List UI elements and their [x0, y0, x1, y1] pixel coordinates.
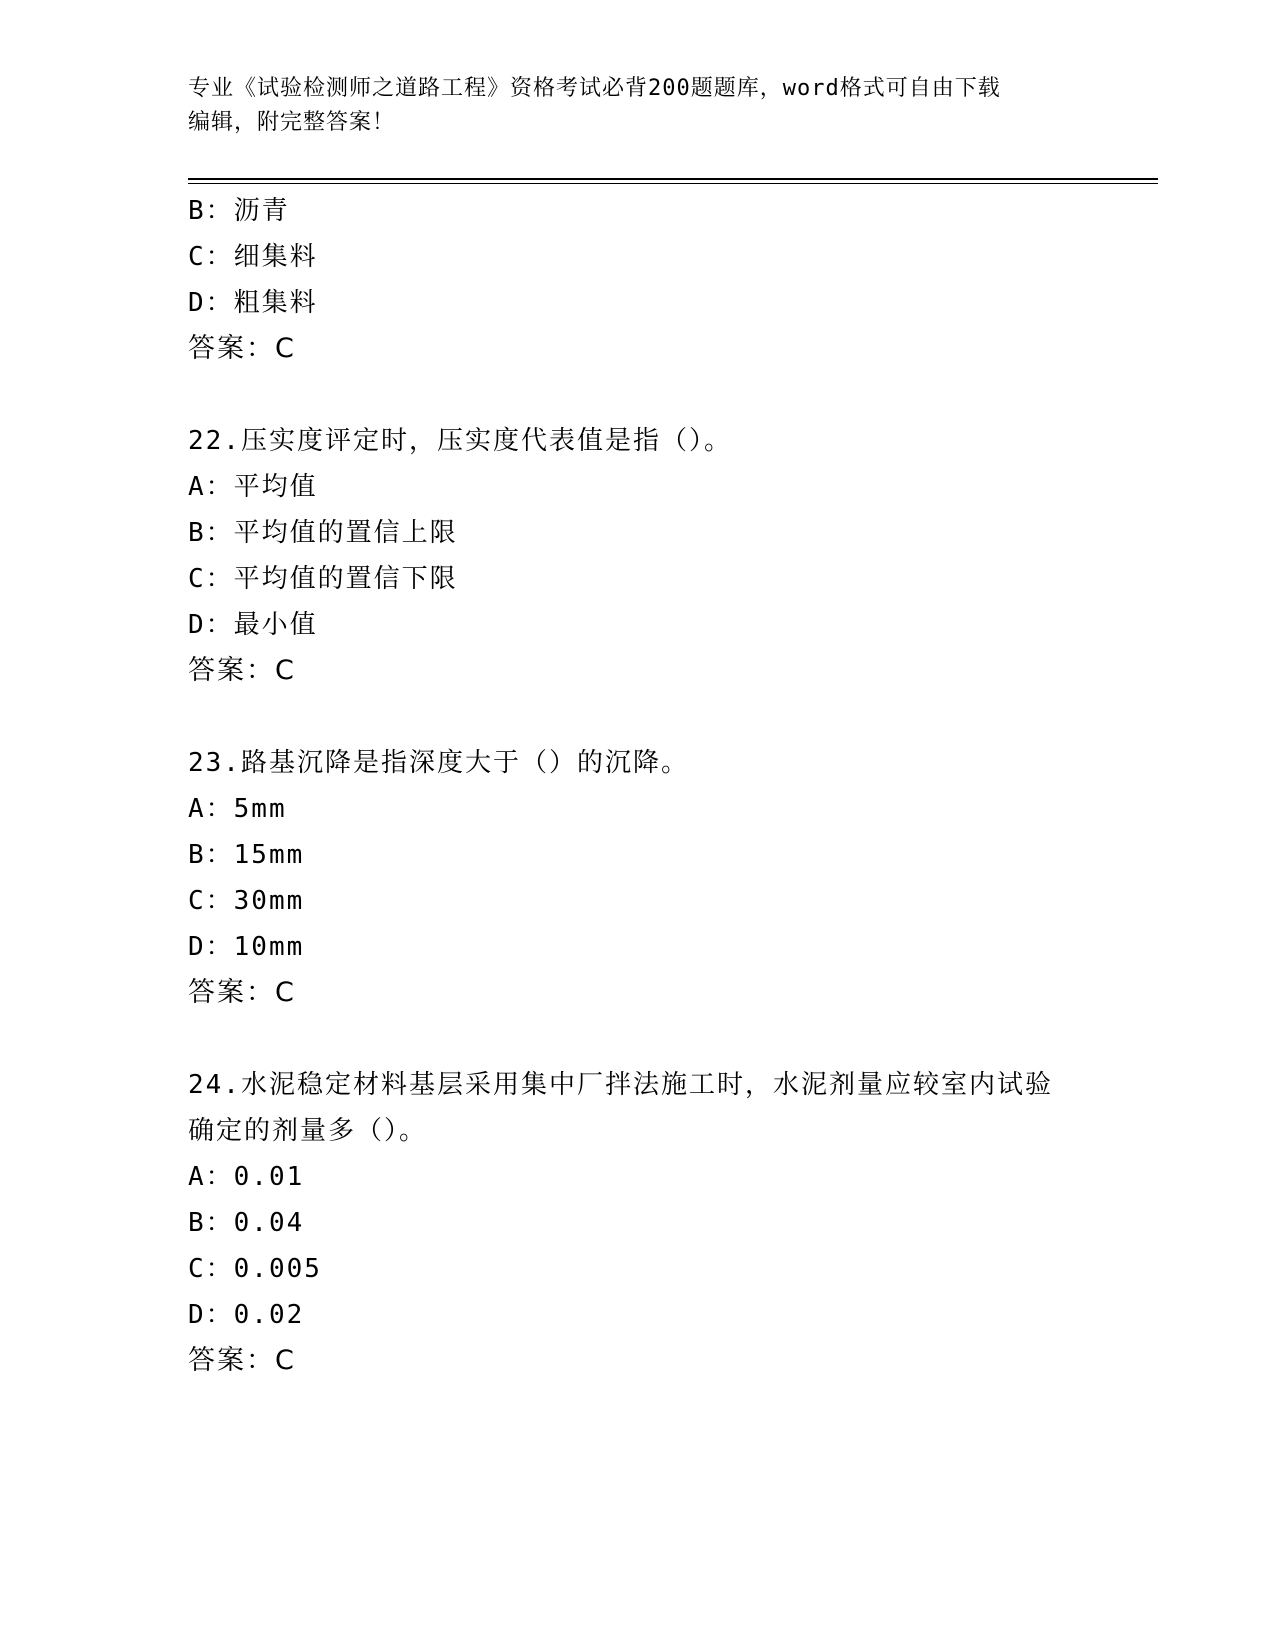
option-c [188, 1246, 1088, 1292]
option-label: C： [188, 1254, 234, 1284]
option-text: 0.005 [233, 1254, 322, 1284]
option-label: D： [188, 610, 234, 640]
answer: 答案：C [188, 1345, 296, 1376]
option-label: B： [188, 518, 234, 548]
option-c [188, 234, 1088, 280]
document-body [188, 188, 1088, 1384]
option-label: B： [188, 196, 234, 226]
option-d [188, 924, 1088, 970]
option-d [188, 1292, 1088, 1338]
option-text: 5mm [233, 794, 287, 824]
option-text: 最小值 [233, 610, 318, 640]
question-stem-line-1: 24.水泥稳定材料基层采用集中厂拌法施工时，水泥剂量应较室内试验 [188, 1070, 1053, 1100]
option-label: B： [188, 840, 234, 870]
option-text: 15mm [233, 840, 305, 870]
option-label: B： [188, 1208, 234, 1238]
option-label: A： [188, 794, 234, 824]
question-23 [188, 740, 1088, 1016]
answer: 答案：C [188, 977, 296, 1008]
option-text: 0.04 [233, 1208, 305, 1238]
option-label: D： [188, 932, 234, 962]
answer: 答案：C [188, 655, 296, 686]
option-a [188, 464, 1088, 510]
option-label: D： [188, 1300, 234, 1330]
option-a [188, 1154, 1088, 1200]
option-label: A： [188, 472, 234, 502]
option-b [188, 510, 1088, 556]
option-text: 细集料 [233, 242, 318, 272]
option-c [188, 556, 1088, 602]
option-text: 0.01 [233, 1162, 305, 1192]
option-d [188, 602, 1088, 648]
option-label: C： [188, 242, 234, 272]
question-stem-line-2: 确定的剂量多（）。 [188, 1116, 428, 1146]
option-d [188, 280, 1088, 326]
option-b [188, 1200, 1088, 1246]
option-c [188, 878, 1088, 924]
option-b [188, 188, 1088, 234]
question-22 [188, 418, 1088, 694]
option-text: 粗集料 [233, 288, 318, 318]
option-text: 30mm [233, 886, 305, 916]
option-label: A： [188, 1162, 234, 1192]
option-text: 沥青 [233, 196, 290, 226]
option-text: 平均值 [233, 472, 318, 502]
answer: 答案：C [188, 333, 296, 364]
document-header [188, 72, 1088, 140]
question-24 [188, 1062, 1088, 1384]
option-label: C： [188, 564, 234, 594]
question-stem: 22.压实度评定时，压实度代表值是指（）。 [188, 426, 732, 456]
option-text: 10mm [233, 932, 305, 962]
option-label: C： [188, 886, 234, 916]
option-b [188, 832, 1088, 878]
question-stem: 23.路基沉降是指深度大于（）的沉降。 [188, 748, 689, 778]
option-text: 0.02 [233, 1300, 305, 1330]
header-rule-thin [188, 183, 1158, 184]
option-text: 平均值的置信上限 [233, 518, 458, 548]
header-line-2: 编辑，附完整答案！ [188, 110, 396, 135]
question-21-partial [188, 188, 1088, 372]
option-label: D： [188, 288, 234, 318]
option-a [188, 786, 1088, 832]
header-line-1: 专业《试验检测师之道路工程》资格考试必背200题题库，word格式可自由下载 [188, 76, 1001, 101]
header-rule-thick [188, 178, 1158, 180]
option-text: 平均值的置信下限 [233, 564, 458, 594]
